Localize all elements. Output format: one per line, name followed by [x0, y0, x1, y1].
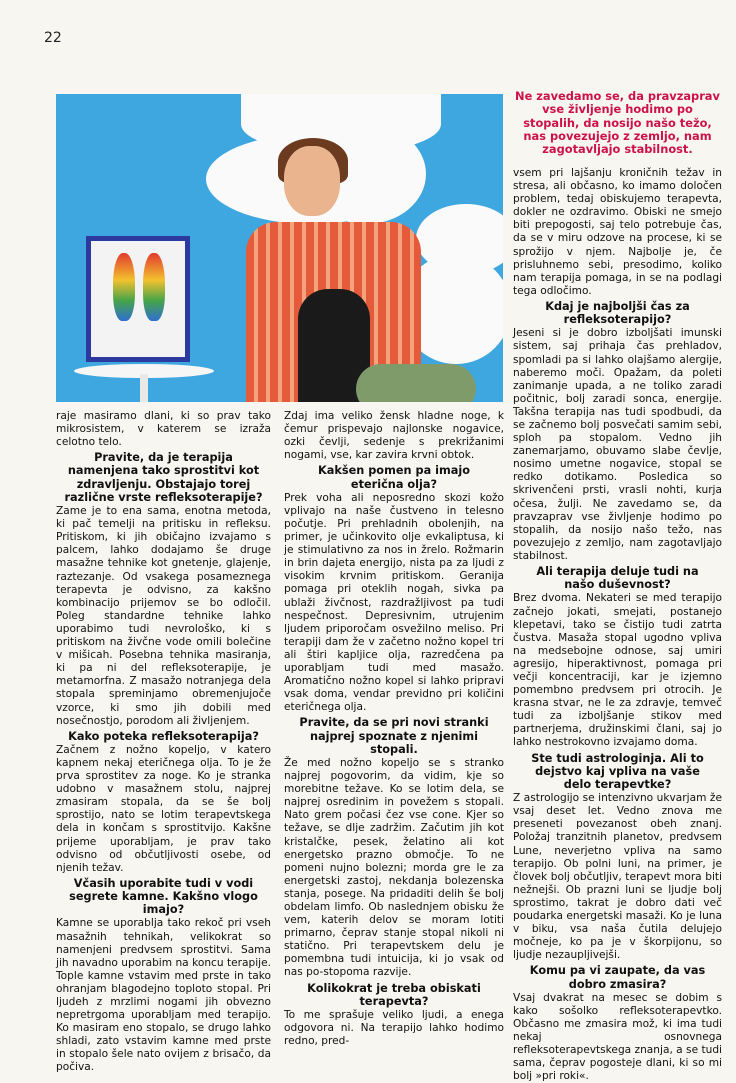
- question-heading: Ste tudi astrologinja. Ali to dejstvo kaj vpliva na vaše delo terapevtke?: [531, 751, 704, 791]
- question-heading: Kakšen pomen pa imajo eterična olja?: [317, 464, 471, 491]
- text-column-3: [513, 167, 722, 1083]
- foot-reflexology-chart: [86, 236, 190, 362]
- paragraph: Zame je to ena sama, enotna metoda, ki pač temelji na pritisku in refleksu. Pritiskom, ki jih običajno izvajamo s palcem, lahko dodajamo še druge masažne tehnike kot gnetenje, glajenje, raztezanje. Od vsakega posameznega terapevta je odvisno, za kakšno kombinacijo prijemov se bo odločil. Poleg standardne tehnike lahko uporabimo tudi nevrološko, ki s pritiskom na živčne vode omili bolečine v mišicah. Posebna tehnika masiranja, ki pa ni del refleksoterapije, je metamorfna. Z masažo notranjega dela stopala spreminjamo obremenjujoče vzorce, ki smo jih dobili med nosečnostjo, porodom ali življenjem.: [56, 505, 271, 727]
- paragraph: vsem pri lajšanju kroničnih težav in stresa, ali občasno, ko imamo določen problem, tedaj obiskujemo terapevta, dokler ne ozdravimo. Obiski ne smejo biti prepogosti, saj telo potrebuje čas, da se v miru odzove na procese, ki se sprožijo v njem. Najbolje je, če prisluhnemo sebi, presodimo, koliko nam terapija pomaga, in se na podlagi tega odločimo.: [513, 167, 722, 297]
- question-heading: Včasih uporabite tudi v vodi segrete kamne. Kakšno vlogo imajo?: [69, 876, 258, 917]
- paragraph: Jeseni si je dobro izboljšati imunski sistem, saj prihaja čas prehladov, spomladi pa si lahko olajšamo alergije, naberemo moči. Opažam, da poleti zanimanje upada, a ne toliko zaradi počitnic, bolj zaradi sonca, energije. Takšna terapija nas tudi spodbudi, da se začnemo bolj posvečati samim sebi, sploh pa stopalom. Vedno jih zanemarjamo, obuvamo slabe čevlje, nosimo umetne nogavice, stopal se redko dotikamo. Posledica so skrivenčeni prsti, vrasli nohti, kurja očesa, žulji. Ne zavedamo se, da pravzaprav vse življenje hodimo po stopalih, da nosijo našo težo, nas povezujejo z zemljo, nam zagotavljajo stabilnost.: [513, 327, 722, 562]
- paragraph: Z astrologijo se intenzivno ukvarjam že vsaj deset let. Vedno znova me preseneti povezanost obeh znanj. Položaj tranzitnih planetov, predvsem Lune, neverjetno vpliva na samo terapijo. Ob polni luni, na primer, je človek bolj občutljiv, terapevt mora biti nežnejši. Ob prazni luni se ljudje bolj sprostimo, takrat je dobro dati več poudarka energetski masaži. Ko je luna v biku, vsa naša čutila delujejo močneje, ko pa je v škorpijonu, so ljudje nezaupljivejši.: [513, 792, 722, 962]
- paragraph: Vsaj dvakrat na mesec se dobim s kako sošolko refleksoterapevtko. Občasno me zmasira mož, ki ima tudi nekaj osnovnega refleksoterapevtskega znanja, a se tudi sama, čeprav pogosteje dlani, ki so mi bolj »pri roki«.: [513, 991, 722, 1083]
- paragraph: Prek voha ali neposredno skozi kožo vplivajo na naše čustveno in telesno počutje. Pri prehladnih obolenjih, na primer, je učinkovito olje evkaliptusa, ki je stimulativno za nos in žrelo. Rožmarin in brin dajeta energijo, nista pa za ljudi z visokim krvnim pritiskom. Geranija pomaga pri oteklih nogah, sivka pa ublaži živčnost, razdražljivost pa tudi nespečnost. Depresivnim, utrujenim ljudem priporočam osvežilno meliso. Pri terapiji dam že v začetno nožno kopel tri ali štiri kapljice olja, razredčena pa uporabljam tudi med masažo. Aromatično nožno kopel si lahko pripravi vsak doma, vendar previdno pri količini eteričnega olja.: [284, 491, 504, 714]
- question-heading: Ali terapija deluje tudi na našo duševnost?: [536, 565, 699, 592]
- paragraph: raje masiramo dlani, ki so prav tako mikrosistem, v katerem se izraža celotno telo.: [56, 410, 271, 449]
- paragraph: Že med nožno kopeljo se s stranko najprej pogovorim, da vidim, kje so morebitne težave. Ko se lotim dela, se najprej osredinim in povežem s stopali. Nato grem počasi čez vse cone. Kjer so težave, se dlje zadržim. Začutim jih kot kristalčke, pesek, želatino ali kot energetsko prazno območje. To ne pomeni nujno bolezni; morda gre le za energetski zastoj, nekdanja bolezenska stanja, posege. Na pridaditi delih še bolj obdelam limfo. Ob naslednjem obisku že vem, katerih delov se moram lotiti primarno, čeprav stanje stopal nikoli ni statično. Pri terapevtskem delu je pomembna tudi intuicija, ki jo vsak od nas po-stopoma razvije.: [284, 756, 504, 979]
- paragraph: Zdaj ima veliko žensk hladne noge, k čemur prispevajo najlonske nogavice, ozki čevlji, sedenje s prekrižanimi nogami, vse, kar zavira krvni obtok.: [284, 410, 504, 462]
- text-column-1: [56, 410, 271, 1075]
- question-heading: Kdaj je najboljši čas za refleksoterapijo?: [545, 299, 690, 327]
- paragraph: Začnem z nožno kopeljo, v katero kapnem nekaj eteričnega olja. To je že prva sprostitev za noge. Ko je stranka udobno v masažnem stolu, najprej zmasiram stopala, da se še bolj sprostijo, nato se lotim terapevtskega dela in končam s sprostitvijo. Kakšne prijeme uporabljam, je prav tako odvisno od občutljivosti osebe, od njenih težav.: [56, 743, 271, 874]
- question-heading: Pravite, da je terapija namenjena tako sprostitvi kot zdravljenju. Obstajajo torej različne vrste refleksoterapije?: [64, 451, 263, 504]
- text-column-2: [284, 410, 504, 1048]
- paragraph: Brez dvoma. Nekateri se med terapijo začnejo jokati, smejati, postanejo klepetavi, tako se čistijo tudi zatrta čustva. Masaža stopal ugodno vpliva na medsebojne odnose, saj umiri agresijo, hiperaktivnost, pomaga pri večji koncentraciji, kar je izjemno pomembno predvsem pri otrocih. Je krasna stvar, ne le za zdravje, temveč tudi za izboljšanje stikov med partnerjema, družinskimi člani, saj jo lahko nestrokovno izvajamo doma.: [513, 592, 722, 749]
- page-number: 22: [44, 30, 62, 46]
- question-heading: Komu pa vi zaupate, da vas dobro zmasira?: [529, 964, 706, 991]
- pull-quote: Ne zavedamo se, da pravzaprav vse življenje hodimo po stopalih, da nosijo našo težo, nas povezujejo z zemljo, nam zagotavljajo stabilnost.: [515, 89, 720, 157]
- question-heading: Pravite, da se pri novi stranki najprej spoznate z njenimi stopali.: [299, 716, 489, 756]
- paragraph: To me sprašuje veliko ljudi, a enega odgovora ni. Na terapijo lahko hodimo redno, pred-: [284, 1008, 504, 1048]
- question-heading: Kolikokrat je treba obiskati terapevta?: [307, 981, 481, 1008]
- question-heading: Kako poteka refleksoterapija?: [68, 729, 259, 743]
- paragraph: Kamne se uporablja tako rekoč pri vseh masažnih tehnikah, velikokrat so namenjeni predvsem sprostitvi. Sama jih navadno uporabim na koncu terapije. Tople kamne vstavim med prste in tako ohranjam blagodejno toploto stopal. Pri ljudeh z mrzlimi nogami jih obvezno nepretrgoma uporabljam med terapijo. Ko masiram eno stopalo, se drugo lahko shladi, zato vstavim kamne med prste in stopalo šele nato ovijem z brisačo, da počiva.: [56, 917, 271, 1074]
- photo-therapist: [56, 94, 503, 402]
